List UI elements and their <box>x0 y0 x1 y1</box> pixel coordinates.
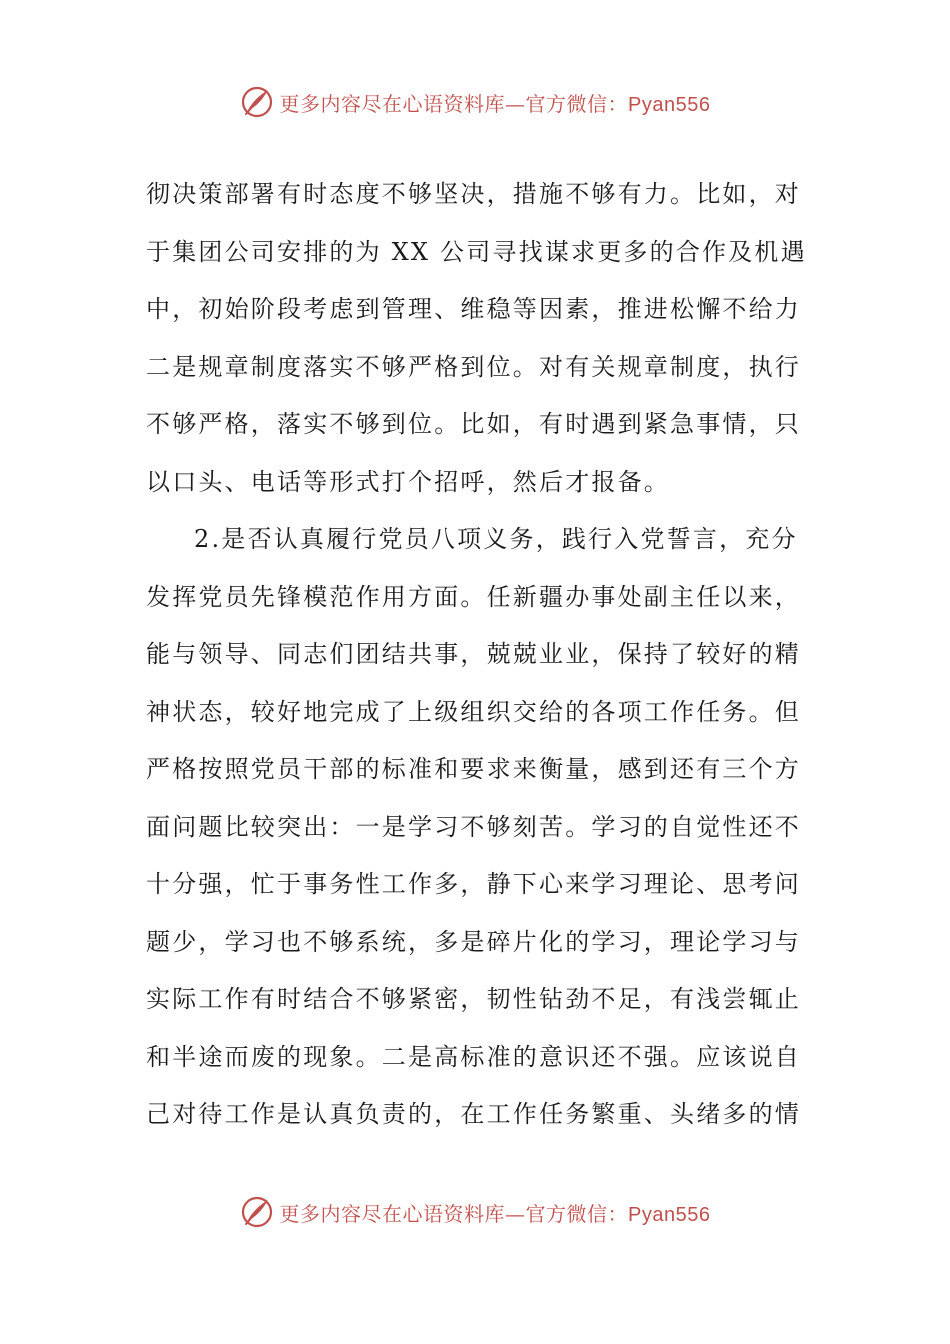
body-line: 和半途而废的现象。二是高标准的意识还不强。应该说自 <box>146 1042 801 1071</box>
body-line: 二是规章制度落实不够严格到位。对有关规章制度，执行 <box>146 352 801 381</box>
body-line: 中，初始阶段考虑到管理、维稳等因素，推进松懈不给力 <box>146 295 801 323</box>
body-line: 题少，学习也不够系统，多是碎片化的学习，理论学习与 <box>146 927 801 956</box>
body-line: 己对待工作是认真负责的，在工作任务繁重、头绪多的情 <box>146 1100 801 1128</box>
document-body <box>146 166 811 1144</box>
body-line: 十分强，忙于事务性工作多，静下心来学习理论、思考问 <box>146 870 801 898</box>
footer-wechat-id: Pyan556 <box>628 1203 711 1226</box>
body-line: 于集团公司安排的为 XX 公司寻找谋求更多的合作及机遇 <box>146 237 807 266</box>
body-line: 实际工作有时结合不够紧密，韧性钻劲不足，有浅尝辄止 <box>146 985 801 1013</box>
body-line: 2.是否认真履行党员八项义务，践行入党誓言，充分 <box>194 525 798 553</box>
header-wechat-id: Pyan556 <box>628 93 711 116</box>
header-banner <box>0 80 950 124</box>
body-line: 以口头、电话等形式打个招呼，然后才报备。 <box>146 467 670 496</box>
quill-pen-logo-icon <box>240 85 274 119</box>
quill-pen-logo-icon <box>240 1195 274 1229</box>
body-line: 不够严格，落实不够到位。比如，有时遇到紧急事情，只 <box>146 410 801 438</box>
body-line: 严格按照党员干部的标准和要求来衡量，感到还有三个方 <box>146 755 801 783</box>
header-banner-text: 更多内容尽在心语资料库—官方微信：Pyan556 <box>279 91 711 116</box>
footer-banner <box>0 1190 950 1234</box>
body-line: 能与领导、同志们团结共事，兢兢业业，保持了较好的精 <box>146 640 801 668</box>
body-line: 神状态，较好地完成了上级组织交给的各项工作任务。但 <box>146 697 801 726</box>
body-line: 彻决策部署有时态度不够坚决，措施不够有力。比如，对 <box>146 180 801 208</box>
body-line: 面问题比较突出：一是学习不够刻苦。学习的自觉性还不 <box>146 812 801 841</box>
footer-banner-text: 更多内容尽在心语资料库—官方微信：Pyan556 <box>279 1201 711 1226</box>
body-line: 发挥党员先锋模范作用方面。任新疆办事处副主任以来， <box>146 582 801 611</box>
